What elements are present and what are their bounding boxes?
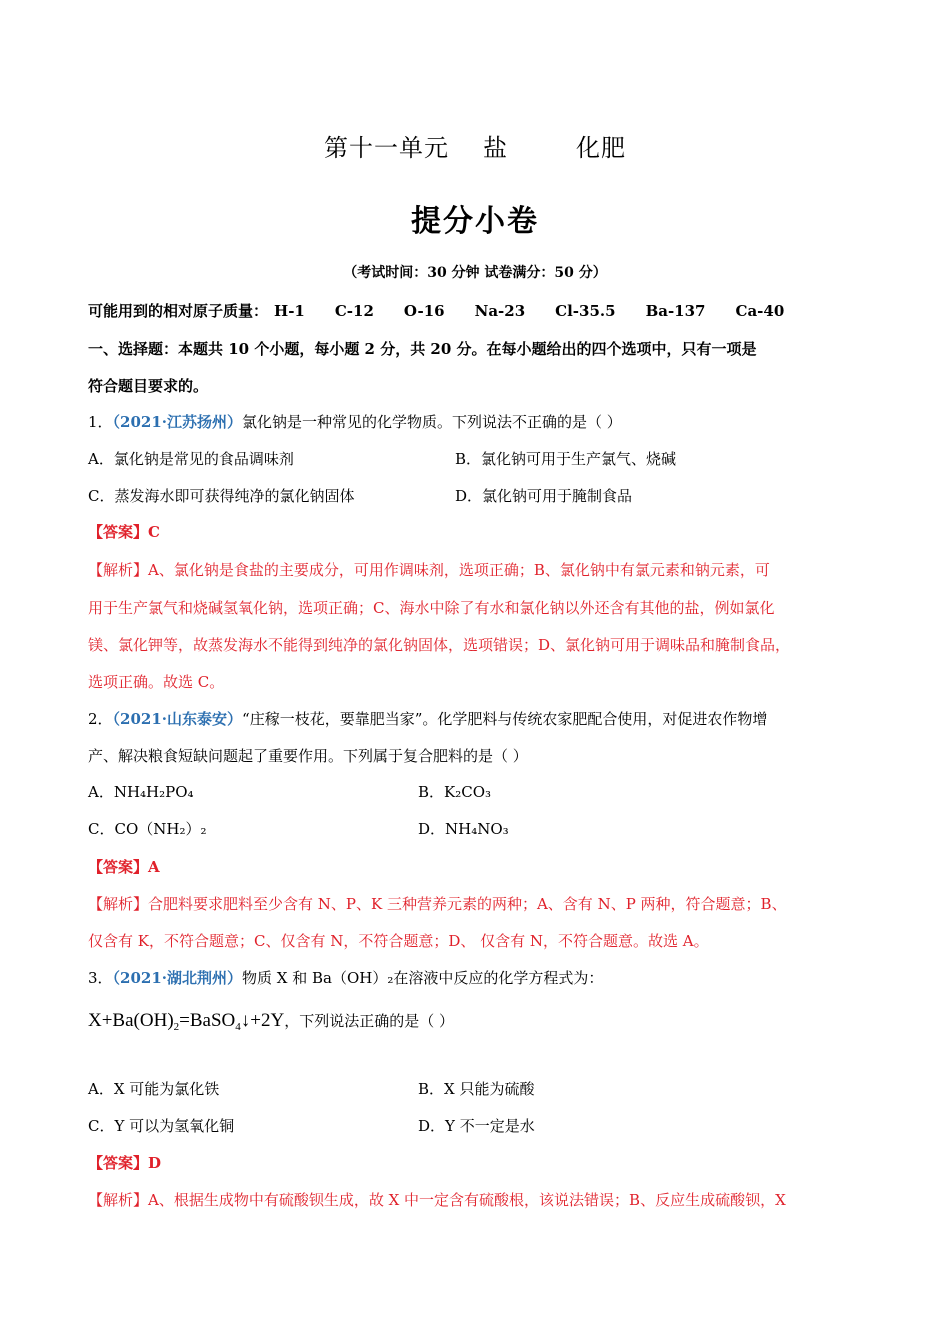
q2-number: 2． <box>88 710 113 728</box>
unit-title-part1: 盐 <box>483 134 508 162</box>
section-heading-line2: 符合题目要求的。 <box>88 377 209 395</box>
q2-option-d: D．NH₄NO₃ <box>418 820 509 838</box>
q2-source: （2021·山东泰安） <box>112 710 243 728</box>
unit-title-unit: 第十一单元 <box>324 134 449 162</box>
atomic-mass-item: Ca-40 <box>735 302 785 320</box>
q3-option-b: B．X 只能为硫酸 <box>418 1080 535 1098</box>
q1-option-c: C．蒸发海水即可获得纯净的氯化钠固体 <box>88 487 355 505</box>
equation-part: =BaSO <box>179 1010 236 1031</box>
section-heading-line1: 一、选择题：本题共 10 个小题，每小题 2 分，共 20 分。在每小题给出的四个选项中，只有一项是 <box>88 340 757 358</box>
q1-analysis-line: 用于生产氯气和烧碱氢氧化钠，选项正确；C、海水中除了有水和氯化钠以外还含有其他的盐，例如氯化 <box>88 599 775 617</box>
q1-stem <box>88 411 622 432</box>
q1-stem-text: 氯化钠是一种常见的化学物质。下列说法不正确的是（ ） <box>242 413 622 431</box>
q2-option-a: A．NH₄H₂PO₄ <box>88 783 194 801</box>
q2-analysis-line: 仅含有 K，不符合题意；C、仅含有 N，不符合题意；D、 仅含有 N，不符合题意。故选 A。 <box>88 932 709 950</box>
q3-option-d: D．Y 不一定是水 <box>418 1117 535 1135</box>
q2-option-c: C．CO（NH₂）₂ <box>88 820 207 838</box>
q2-option-b: B．K₂CO₃ <box>418 783 492 801</box>
q3-stem <box>88 967 603 988</box>
q1-answer: 【答案】C <box>88 523 160 541</box>
equation-part: ↓+2Y <box>240 1010 285 1031</box>
q3-source: （2021·湖北荆州） <box>112 969 243 987</box>
q3-answer: 【答案】D <box>88 1154 162 1172</box>
equation-subscript: 4 <box>235 1021 241 1033</box>
q1-analysis-line: 镁、氯化钾等，故蒸发海水不能得到纯净的氯化钠固体，选项错误；D、氯化钠可用于调味品和腌制食品， <box>88 636 791 654</box>
exam-info: （考试时间：30 分钟 试卷满分：50 分） <box>343 265 607 281</box>
atomic-masses <box>88 300 814 321</box>
unit-title-part2: 化肥 <box>576 134 626 162</box>
atomic-mass-item: Ba-137 <box>645 302 706 320</box>
q3-option-a: A．X 可能为氯化铁 <box>88 1080 220 1098</box>
equation-part: (OH) <box>133 1010 174 1031</box>
q1-number: 1． <box>88 413 113 431</box>
q1-source: （2021·江苏扬州） <box>112 413 243 431</box>
q2-stem <box>88 708 767 729</box>
q3-stem-after: ，下列说法正确的是（ ） <box>284 1012 454 1030</box>
unit-title <box>0 128 950 163</box>
atomic-mass-item: C-12 <box>334 302 374 320</box>
q1-option-b: B．氯化钠可用于生产氯气、烧碱 <box>455 450 677 468</box>
q2-answer: 【答案】A <box>88 858 160 876</box>
page-subtitle: 提分小卷 <box>411 204 539 239</box>
q1-analysis-line: 选项正确。故选 C。 <box>88 673 225 691</box>
q1-option-d: D．氯化钠可用于腌制食品 <box>455 487 633 505</box>
q2-analysis-line: 【解析】合肥料要求肥料至少含有 N、P、K 三种营养元素的两种；A、含有 N、P 两种，符合题意；B、 <box>88 895 787 913</box>
q1-option-a: A．氯化钠是常见的食品调味剂 <box>88 450 294 468</box>
q3-option-c: C．Y 可以为氢氧化铜 <box>88 1117 235 1135</box>
q1-analysis-line: 【解析】A、氯化钠是食盐的主要成分，可用作调味剂，选项正确；B、氯化钠中有氯元素和钠元素，可 <box>88 561 770 579</box>
atomic-mass-item: O-16 <box>403 302 445 320</box>
q3-stem-text: 物质 X 和 Ba（OH）₂在溶液中反应的化学方程式为： <box>242 969 604 987</box>
atomic-mass-item: Na-23 <box>474 302 526 320</box>
atomic-mass-item: Cl-35.5 <box>555 302 616 320</box>
atomic-mass-item: H-1 <box>274 302 305 320</box>
equation-subscript: 2 <box>173 1021 180 1033</box>
atomic-masses-label: 可能用到的相对原子质量： <box>88 302 269 320</box>
q3-equation <box>88 1010 454 1033</box>
q2-stem-line2: 产、解决粮食短缺问题起了重要作用。下列属于复合肥料的是（ ） <box>88 747 528 765</box>
q3-number: 3． <box>88 969 113 987</box>
q3-analysis-line: 【解析】A、根据生成物中有硫酸钡生成，故 X 中一定含有硫酸根，该说法错误；B、反应生成硫酸钡，X <box>88 1191 786 1209</box>
equation-part: X+Ba <box>88 1010 134 1031</box>
q2-stem-text: “庄稼一枝花，要靠肥当家”。化学肥料与传统农家肥配合使用，对促进农作物增 <box>242 710 768 728</box>
